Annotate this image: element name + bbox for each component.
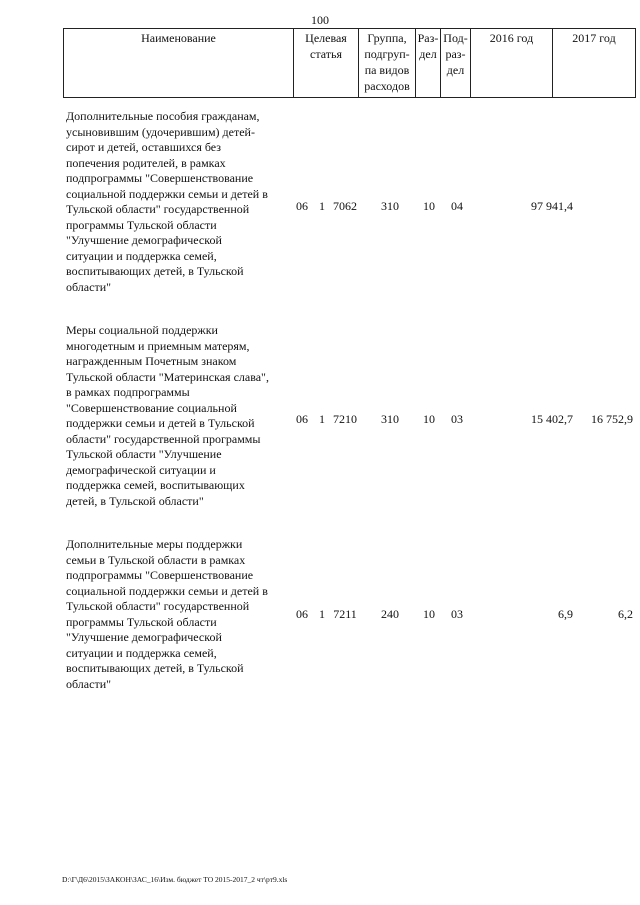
- row-subprogram: 1: [319, 607, 325, 621]
- row-description: Дополнительные меры поддержки семьи в Тульской области в рамках подпрограммы "Совершенствование социальной поддержки семьи и детей в Тульской области" государственной программы Тульской области "Улучшение демографической ситуации и поддержка семей, воспитывающих детей, в Тульской области": [66, 537, 268, 691]
- row-section: 10: [423, 412, 435, 426]
- row-code: 7210: [333, 412, 357, 426]
- row-code: 7211: [333, 607, 357, 621]
- row-section: 10: [423, 607, 435, 621]
- row-description: Дополнительные пособия гражданам, усыновившим (удочерившим) детей- сирот и детей, оставшихся без попечения родителей, в рамках подпрограммы "Совершенствование социальной поддержки семьи и детей в Тульской области" государственной программы Тульской области "Улучшение демографической ситуации и поддержка семей, воспитывающих детей, в Тульской области": [66, 109, 268, 294]
- row-group: 240: [381, 607, 399, 621]
- row-group: 310: [381, 412, 399, 426]
- header-section: Раз- дел: [417, 31, 439, 61]
- header-group: Группа, подгруп- па видов расходов: [364, 31, 410, 93]
- row-amount-2016: 6,9: [558, 607, 573, 621]
- row-subprogram: 1: [319, 412, 325, 426]
- header-year-2017: 2017 год: [572, 31, 616, 45]
- header-rule-top: [63, 28, 636, 29]
- row-code: 7062: [333, 199, 357, 213]
- row-subsection: 03: [451, 607, 463, 621]
- row-amount-2016: 15 402,7: [531, 412, 573, 426]
- row-amount-2017: 6,2: [618, 607, 633, 621]
- row-amount-2017: 16 752,9: [591, 412, 633, 426]
- row-program: 06: [296, 607, 308, 621]
- row-program: 06: [296, 199, 308, 213]
- header-divider: [635, 28, 636, 98]
- row-subsection: 03: [451, 412, 463, 426]
- row-program: 06: [296, 412, 308, 426]
- header-target-article: Целевая статья: [305, 31, 347, 61]
- row-group: 310: [381, 199, 399, 213]
- header-name: Наименование: [141, 31, 216, 45]
- row-description: Меры социальной поддержки многодетным и приемным матерям, награжденным Почетным знаком Тульской области "Материнская слава", в рамках подпрограммы "Совершенствование социальной поддержки семьи и детей в Тульской области" государственной программы Тульской области "Улучшение демографической ситуации и поддержка семей, воспитывающих детей, в Тульской области": [66, 323, 269, 508]
- row-section: 10: [423, 199, 435, 213]
- row-amount-2016: 97 941,4: [531, 199, 573, 213]
- header-subsection: Под- раз- дел: [443, 31, 468, 77]
- page-number: 100: [311, 13, 329, 27]
- header-rule-bottom: [63, 97, 636, 98]
- row-subprogram: 1: [319, 199, 325, 213]
- file-path-footer: D:\Г\Д6\2015\ЗАКОН\ЗАС_16\Изм. бюджет ТО 2015-2017_2 чт\рт9.xls: [62, 875, 288, 884]
- header-year-2016: 2016 год: [489, 31, 534, 45]
- row-subsection: 04: [451, 199, 463, 213]
